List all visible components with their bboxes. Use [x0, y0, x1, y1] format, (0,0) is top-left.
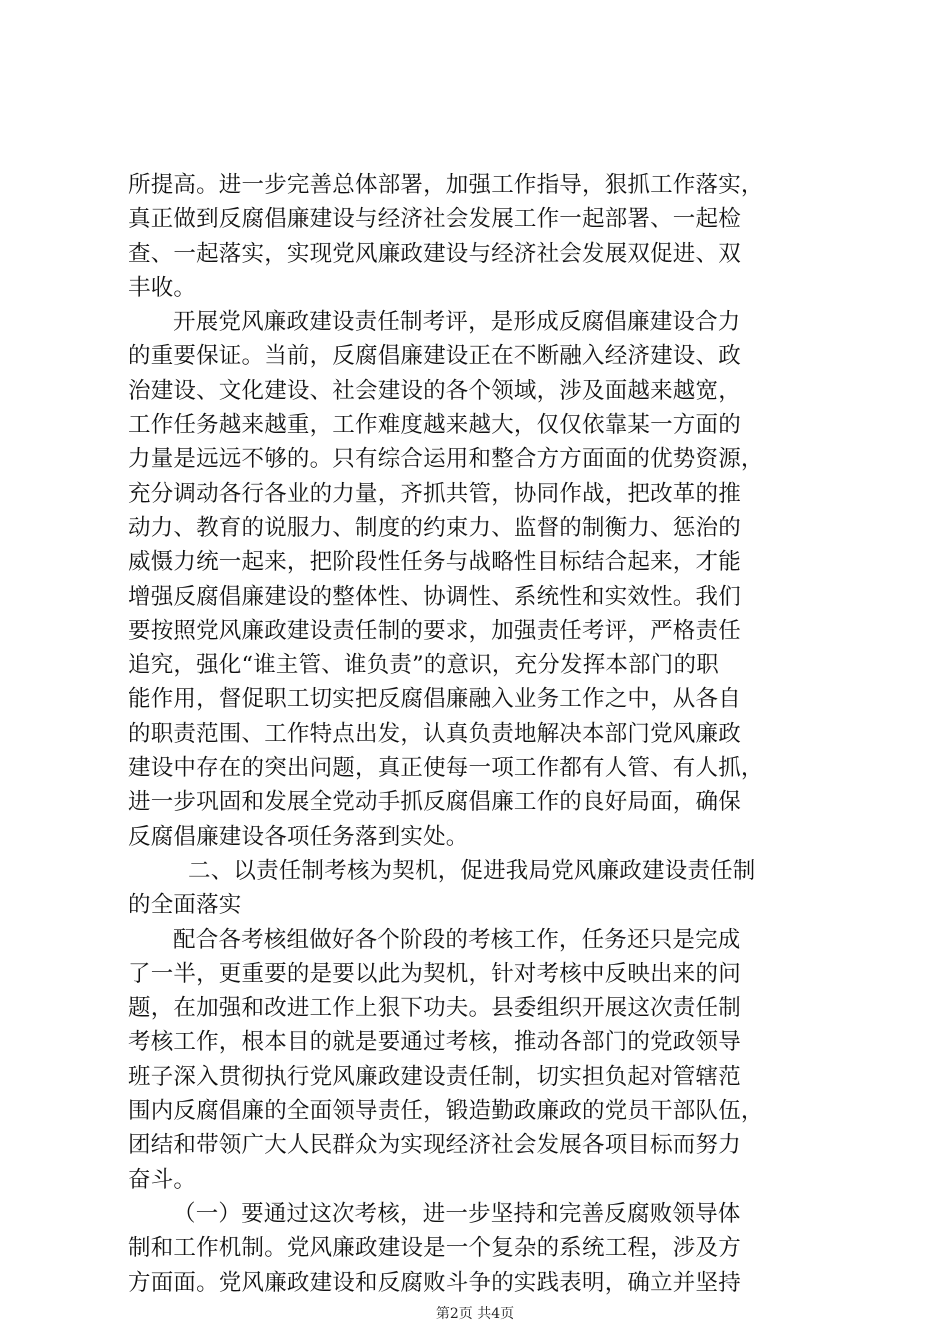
text-line: 能作用，督促职工切实把反腐倡廉融入业务工作之中，从各自 — [128, 686, 741, 713]
text-line: 治建设、文化建设、社会建设的各个领域，涉及面越来越宽， — [128, 377, 741, 404]
text-line: 增强反腐倡廉建设的整体性、协调性、系统性和实效性。我们 — [128, 583, 741, 610]
text-line: 了一半，更重要的是要以此为契机，针对考核中反映出来的问 — [128, 960, 741, 987]
text-line: 方面面。党风廉政建设和反腐败斗争的实践表明，确立并坚持 — [128, 1269, 741, 1296]
text-line: 工作任务越来越重，工作难度越来越大，仅仅依靠某一方面的 — [128, 412, 741, 439]
text-line: 反腐倡廉建设各项任务落到实处。 — [128, 823, 469, 850]
text-line: 威慑力统一起来，把阶段性任务与战略性目标结合起来，才能 — [128, 549, 741, 576]
text-line: 追究，强化“谁主管、谁负责”的意识，充分发挥本部门的职 — [128, 652, 719, 679]
text-line: 开展党风廉政建设责任制考评，是形成反腐倡廉建设合力 — [173, 309, 741, 336]
text-line: 充分调动各行各业的力量，齐抓共管，协同作战，把改革的推 — [128, 480, 741, 507]
text-line: 丰收。 — [128, 274, 197, 301]
subsection-heading: （一）要通过这次考核，进一步坚持和完善反腐败领导体 — [173, 1200, 741, 1227]
section-heading: 的全面落实 — [128, 892, 242, 919]
text-line: 的职责范围、工作特点出发，认真负责地解决本部门党风廉政 — [128, 720, 741, 747]
text-line: 围内反腐倡廉的全面领导责任，锻造勤政廉政的党员干部队伍， — [128, 1098, 764, 1125]
text-line: 考核工作，根本目的就是要通过考核，推动各部门的党政领导 — [128, 1029, 741, 1056]
text-line: 班子深入贯彻执行党风廉政建设责任制，切实担负起对管辖范 — [128, 1063, 741, 1090]
text-line: 真正做到反腐倡廉建设与经济社会发展工作一起部署、一起检 — [128, 206, 741, 233]
text-line: 动力、教育的说服力、制度的约束力、监督的制衡力、惩治的 — [128, 514, 741, 541]
text-line: 建设中存在的突出问题，真正使每一项工作都有人管、有人抓， — [128, 755, 764, 782]
document-body — [128, 168, 828, 1300]
text-line: 配合各考核组做好各个阶段的考核工作，任务还只是完成 — [173, 926, 741, 953]
text-line: 题，在加强和改进工作上狠下功夫。县委组织开展这次责任制 — [128, 995, 741, 1022]
text-line: 制和工作机制。党风廉政建设是一个复杂的系统工程，涉及方 — [128, 1235, 741, 1262]
page-number: 第2页 共4页 — [435, 1306, 515, 1322]
section-heading: 二、以责任制考核为契机，促进我局党风廉政建设责任制 — [188, 857, 756, 884]
text-line: 奋斗。 — [128, 1166, 197, 1193]
text-line: 所提高。进一步完善总体部署，加强工作指导，狠抓工作落实， — [128, 172, 764, 198]
text-line: 要按照党风廉政建设责任制的要求，加强责任考评，严格责任 — [128, 617, 741, 644]
text-line: 进一步巩固和发展全党动手抓反腐倡廉工作的良好局面，确保 — [128, 789, 741, 816]
text-line: 团结和带领广大人民群众为实现经济社会发展各项目标而努力 — [128, 1132, 741, 1159]
text-line: 力量是远远不够的。只有综合运用和整合方方面面的优势资源， — [128, 446, 764, 473]
text-line: 查、一起落实，实现党风廉政建设与经济社会发展双促进、双 — [128, 240, 741, 267]
text-line: 的重要保证。当前，反腐倡廉建设正在不断融入经济建设、政 — [128, 343, 741, 370]
